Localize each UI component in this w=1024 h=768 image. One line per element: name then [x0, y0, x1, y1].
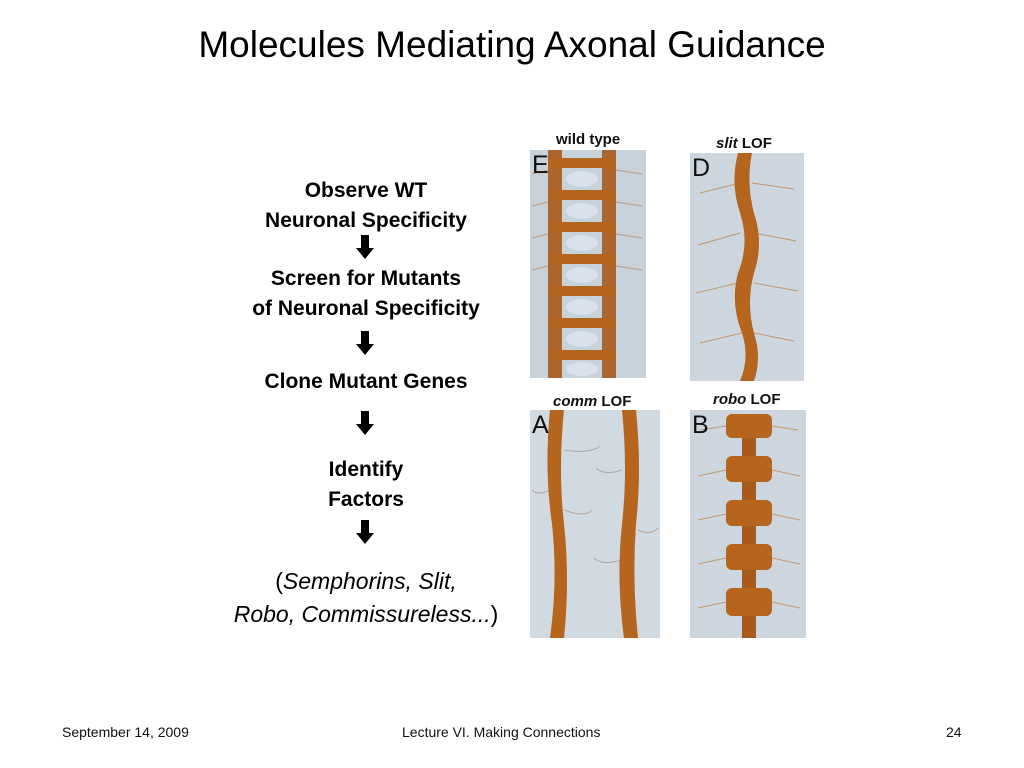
footer-lecture-title: Lecture VI. Making Connections: [402, 724, 601, 740]
comm-italic: comm: [553, 393, 598, 410]
comm-lof: LOF: [601, 393, 632, 410]
down-arrow-icon: [356, 331, 374, 355]
panel-letter-a: A: [532, 411, 549, 439]
factors-open-paren: (: [275, 568, 283, 594]
panel-comm-image: [530, 410, 660, 638]
panel-letter-b: B: [692, 411, 709, 439]
robo-lof: LOF: [750, 391, 781, 408]
step-observe-line2: Neuronal Specificity: [265, 209, 467, 232]
panel-letter-e: E: [532, 151, 549, 179]
factors-line1: Semphorins, Slit,: [282, 568, 457, 594]
panel-label-robo: [713, 391, 781, 408]
footer-date: September 14, 2009: [62, 724, 189, 740]
robo-italic: robo: [713, 391, 747, 408]
panel-label-wild-type: wild type: [556, 131, 621, 148]
step-observe: [196, 176, 536, 236]
factors-line2: Robo, Commissureless...: [233, 601, 491, 627]
factors-close-paren: ): [490, 601, 499, 627]
panel-label-comm: [553, 393, 631, 410]
step-screen-line2: of Neuronal Specificity: [252, 297, 480, 320]
step-identify-line1: Identify: [328, 458, 404, 481]
slit-italic: slit: [716, 135, 738, 152]
panel-letter-d: D: [692, 154, 711, 182]
down-arrow-icon: [356, 411, 374, 435]
slide-title: Molecules Mediating Axonal Guidance: [198, 24, 826, 65]
panel-slit-image: [690, 153, 804, 381]
factors-list: [196, 565, 536, 631]
panel-robo-image: [690, 410, 806, 638]
panel-label-slit: [716, 135, 772, 152]
step-observe-line1: Observe WT: [304, 179, 428, 202]
panel-wild-type-image: [530, 150, 646, 378]
step-clone: Clone Mutant Genes: [264, 370, 468, 393]
step-identify: [196, 455, 536, 515]
footer-page-number: 24: [946, 724, 962, 740]
step-screen: [196, 264, 536, 324]
down-arrow-icon: [356, 235, 374, 259]
down-arrow-icon: [356, 520, 374, 544]
step-identify-line2: Factors: [328, 488, 404, 511]
slit-lof: LOF: [741, 135, 772, 152]
step-screen-line1: Screen for Mutants: [270, 267, 462, 290]
